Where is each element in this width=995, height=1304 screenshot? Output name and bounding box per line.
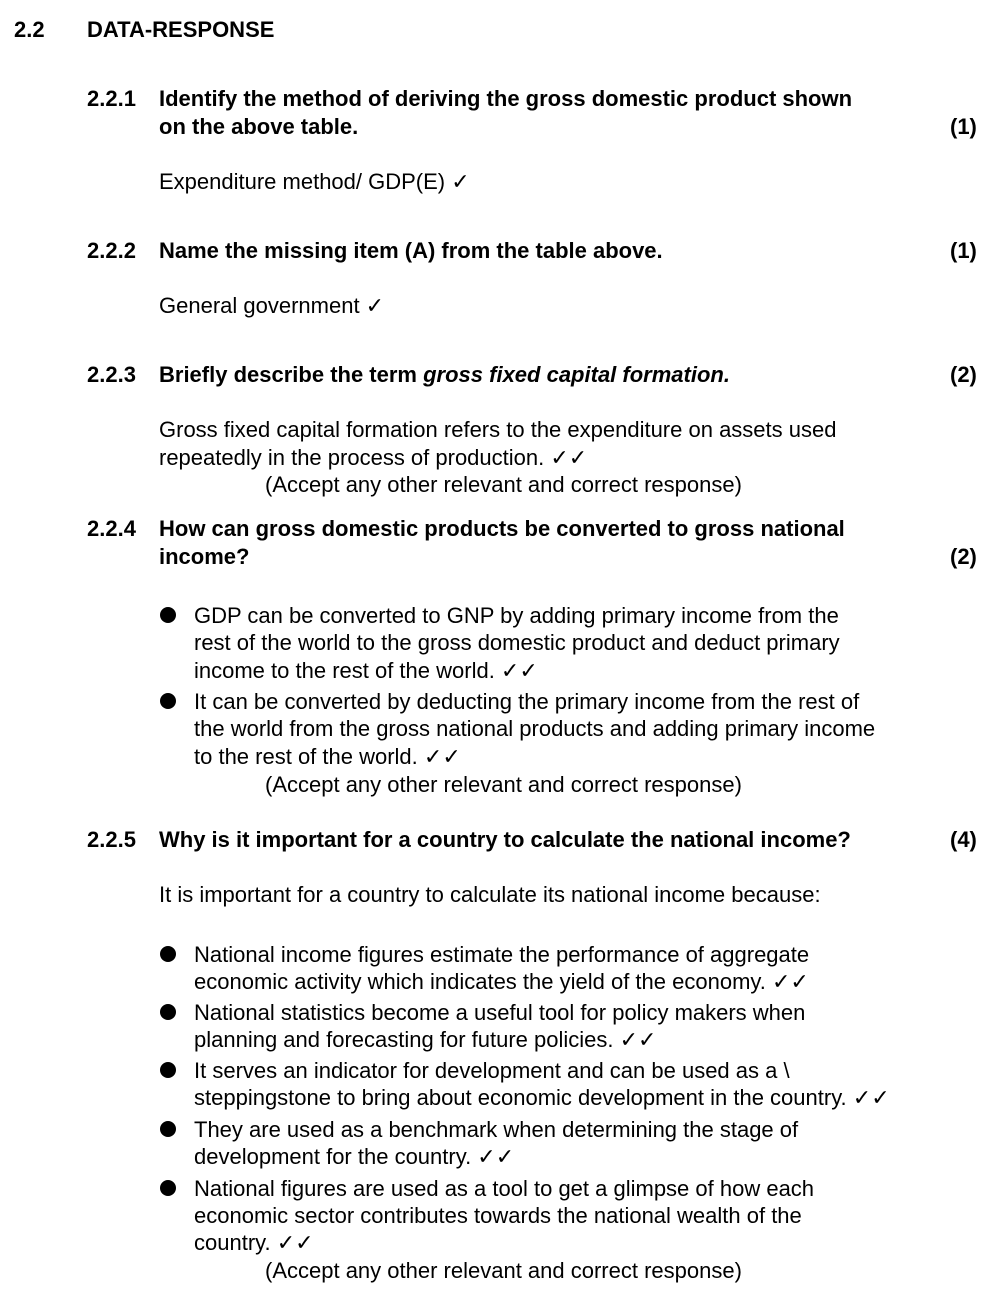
bullet-dot [160, 693, 176, 709]
bullet-line: GDP can be converted to GNP by adding primary income from the [194, 603, 839, 628]
question-number: 2.2.4 [87, 516, 136, 541]
bullet-line: rest of the world to the gross domestic product and deduct primary [194, 630, 840, 655]
question-text-line: on the above table. [159, 114, 359, 139]
bullet-line: planning and forecasting for future policies. ✓✓ [194, 1027, 657, 1052]
section-number: 2.2 [14, 17, 45, 42]
bullet-line: income to the rest of the world. ✓✓ [194, 658, 538, 683]
question-number: 2.2.5 [87, 827, 136, 852]
question-text-line [159, 361, 730, 388]
bullet-line: It can be converted by deducting the primary income from the rest of [194, 689, 860, 714]
bullet-dot [160, 607, 176, 623]
bullet-line: steppingstone to bring about economic development in the country. ✓✓ [194, 1085, 890, 1110]
bullet-line: They are used as a benchmark when determining the stage of [194, 1117, 799, 1142]
question-text-line: income? [159, 544, 250, 569]
bullet-line: country. ✓✓ [194, 1230, 314, 1255]
question-text-line: How can gross domestic products be converted to gross national [159, 516, 845, 541]
bullet-dot [160, 1004, 176, 1020]
bullet-line: National figures are used as a tool to get a glimpse of how each [194, 1176, 815, 1201]
accept-note: (Accept any other relevant and correct response) [265, 1258, 742, 1283]
bullet-line: It serves an indicator for development and can be used as a \ [194, 1058, 790, 1083]
question-prefix: Briefly describe the term [159, 362, 424, 387]
bullet-line: National income figures estimate the performance of aggregate [194, 942, 810, 967]
question-number: 2.2.1 [87, 86, 136, 111]
bullet-line: development for the country. ✓✓ [194, 1144, 515, 1169]
answer-line: Gross fixed capital formation refers to the expenditure on assets used [159, 417, 837, 442]
question-marks: (1) [950, 238, 977, 263]
question-marks: (4) [950, 827, 977, 852]
bullet-dot [160, 1062, 176, 1078]
answer-intro: It is important for a country to calculate its national income because: [159, 882, 821, 907]
bullet-dot [160, 946, 176, 962]
question-marks: (2) [950, 362, 977, 387]
bullet-dot [160, 1180, 176, 1196]
answer-text: General government ✓ [159, 293, 385, 318]
bullet-line: economic sector contributes towards the national wealth of the [194, 1203, 802, 1228]
accept-note: (Accept any other relevant and correct response) [265, 472, 742, 497]
question-marks: (1) [950, 114, 977, 139]
bullet-line: to the rest of the world. ✓✓ [194, 744, 461, 769]
question-text-line: Name the missing item (A) from the table above. [159, 238, 663, 263]
question-number: 2.2.3 [87, 362, 136, 387]
question-text-line: Why is it important for a country to calculate the national income? [159, 827, 851, 852]
question-marks: (2) [950, 544, 977, 569]
bullet-line: economic activity which indicates the yield of the economy. ✓✓ [194, 969, 809, 994]
section-title: DATA-RESPONSE [87, 17, 275, 42]
bullet-line: the world from the gross national products and adding primary income [194, 716, 876, 741]
answer-line: repeatedly in the process of production. ✓✓ [159, 445, 588, 470]
question-emphasis: gross fixed capital formation. [423, 362, 730, 387]
question-number: 2.2.2 [87, 238, 136, 263]
question-text-line: Identify the method of deriving the gross domestic product shown [159, 86, 853, 111]
bullet-dot [160, 1121, 176, 1137]
bullet-line: National statistics become a useful tool for policy makers when [194, 1000, 806, 1025]
answer-text: Expenditure method/ GDP(E) ✓ [159, 169, 470, 194]
accept-note: (Accept any other relevant and correct response) [265, 772, 742, 797]
